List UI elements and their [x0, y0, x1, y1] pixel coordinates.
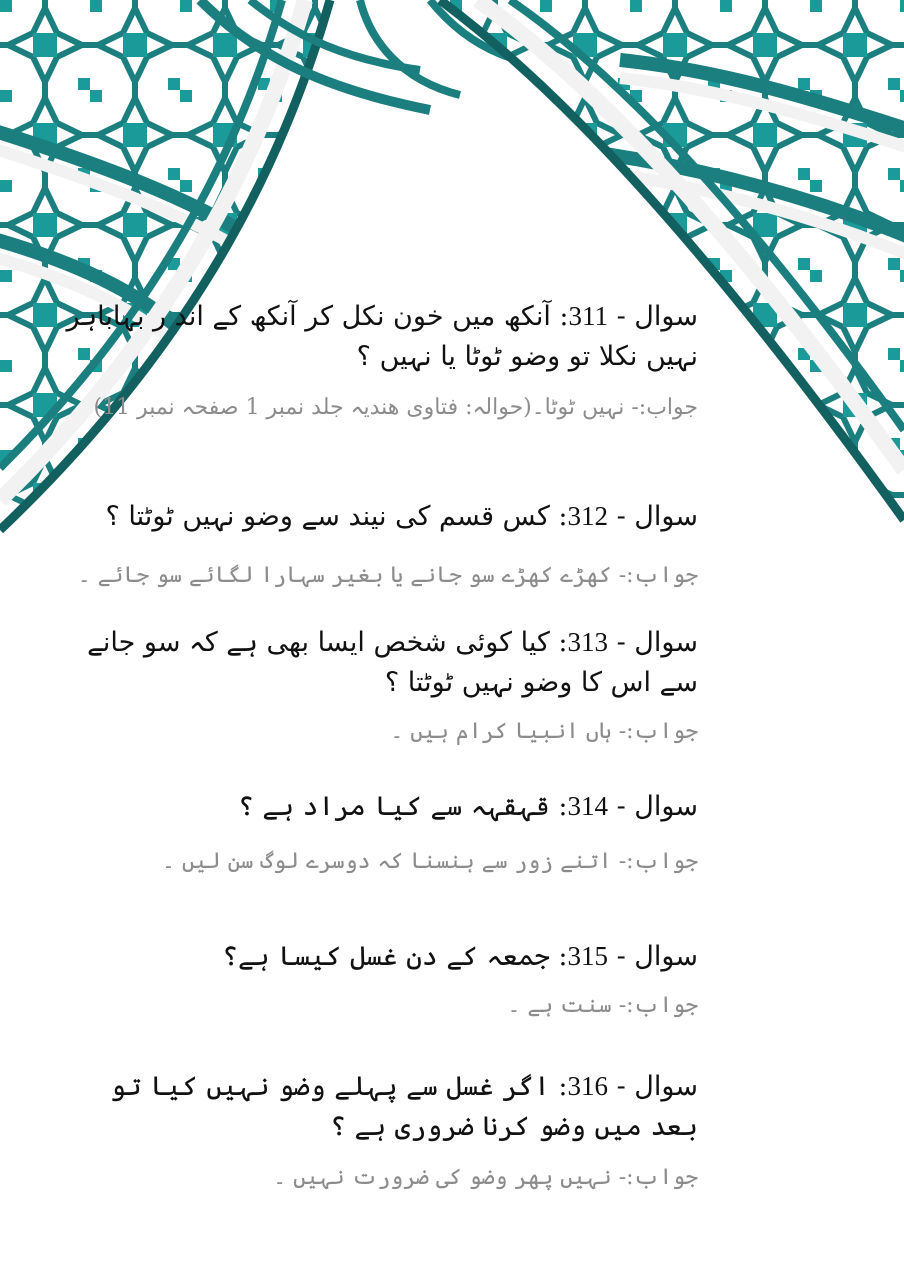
- answer-text: [60, 559, 698, 593]
- question-label: سوال -: [608, 501, 698, 532]
- question-text: [60, 496, 698, 537]
- answer-label: جواب:-: [611, 1165, 698, 1190]
- answer-body: نہیں پھر وضو کی ضرورت نہیں ۔: [273, 1165, 612, 1190]
- question-number: 312: [567, 501, 609, 531]
- question-number: 315: [567, 941, 609, 971]
- qa-item: [60, 936, 698, 1023]
- question-text: [60, 296, 698, 377]
- question-number: 311: [568, 301, 609, 331]
- question-label: سوال -: [608, 301, 698, 332]
- question-text: [60, 622, 698, 703]
- answer-text: [60, 845, 698, 879]
- answer-text: [60, 1161, 698, 1195]
- question-body: : جمعہ کے دن غسل کیسا ہے؟: [222, 941, 568, 972]
- question-label: سوال -: [608, 941, 698, 972]
- qa-item: [60, 786, 698, 879]
- question-label: سوال -: [608, 1071, 698, 1102]
- answer-body: سنت ہے ۔: [507, 993, 612, 1018]
- question-body: : کیا کوئی شخص ایسا بھی ہے کہ سو جانے سے اس کا وضو نہیں ٹوٹتا ؟: [87, 627, 698, 698]
- qa-item: [60, 1066, 698, 1195]
- qa-item: [60, 296, 698, 425]
- question-number: 316: [567, 1071, 609, 1101]
- answer-label: جواب:-: [611, 993, 698, 1018]
- question-body: : قہقہہ سے کیا مراد ہے ؟: [237, 791, 568, 822]
- qa-item: [60, 622, 698, 749]
- answer-body: کھڑے کھڑے سو جانے یا بغیر سہارا لگائے سو جائے ۔: [77, 563, 612, 588]
- answer-label: جواب:-: [611, 563, 698, 588]
- answer-text: [60, 391, 698, 425]
- question-number: 313: [567, 627, 609, 657]
- question-label: سوال -: [608, 791, 698, 822]
- answer-text: [60, 989, 698, 1023]
- qa-item: [60, 496, 698, 593]
- question-body: : آنکھ میں خون نکل کر آنکھ کے اند ر بہاباہر نہیں نکلا تو وضو ٹوٹا یا نہیں ؟: [66, 301, 698, 372]
- question-body: : اگر غسل سے پہلے وضو نہیں کیا تو بعد میں وضو کرنا ضروری ہے ؟: [110, 1071, 698, 1142]
- answer-label: جواب:-: [624, 395, 698, 420]
- question-body: : کس قسم کی نیند سے وضو نہیں ٹوٹتا ؟: [105, 501, 568, 532]
- answer-text: [60, 715, 698, 749]
- question-text: [60, 936, 698, 977]
- answer-label: جواب:-: [611, 849, 698, 874]
- answer-body: اتنے زور سے ہنسنا کہ دوسرے لوگ سن لیں ۔: [162, 849, 612, 874]
- question-text: [60, 786, 698, 827]
- question-label: سوال -: [608, 627, 698, 658]
- answer-body: نہیں ٹوٹا۔(حوالہ: فتاوی ھندیہ جلد نمبر 1 صفحہ نمبر 11): [93, 395, 625, 420]
- answer-body: ہاں انبیا کرام ہیں ۔: [390, 719, 612, 744]
- question-number: 314: [567, 791, 609, 821]
- islamic-geometric-pattern: [0, 0, 904, 560]
- question-text: [60, 1066, 698, 1147]
- answer-label: جواب:-: [611, 719, 698, 744]
